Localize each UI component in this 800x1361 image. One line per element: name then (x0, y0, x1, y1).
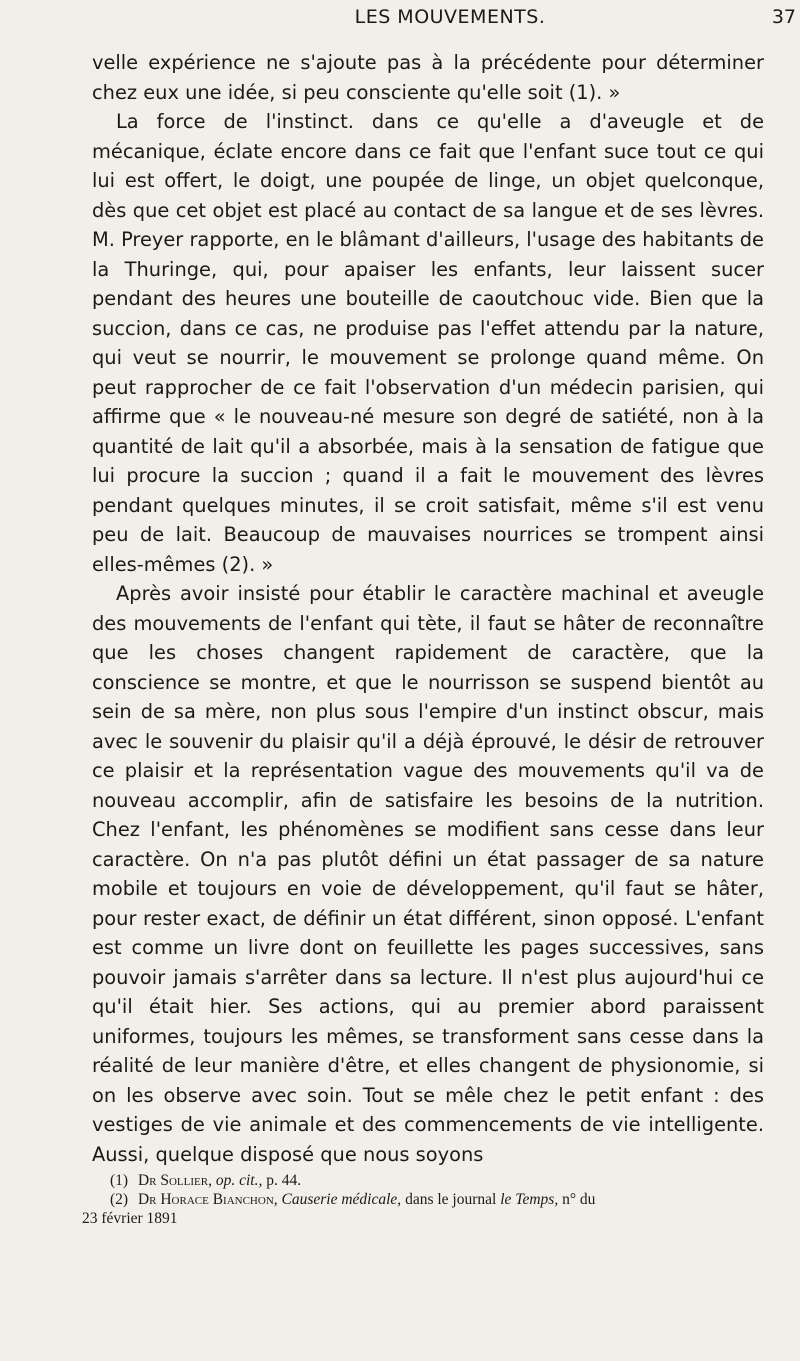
footnote-author: Dr Horace Bianchon, (137, 1191, 278, 1208)
footnote-journal: le Temps, (500, 1191, 559, 1208)
footnote-2 (82, 1190, 765, 1228)
footnote-number: (2) (110, 1191, 129, 1208)
footnote-author: Dr Sollier, (137, 1172, 212, 1189)
running-title: LES MOUVEMENTS. (354, 6, 546, 28)
footnote-work: op. cit., (215, 1172, 263, 1189)
footnote-reference: dans le journal (405, 1191, 497, 1208)
footnote-number: (1) (110, 1172, 129, 1189)
footnote-1 (110, 1171, 765, 1190)
footnote-issue: n° du (562, 1191, 596, 1208)
paragraph-continuation: velle expérience ne s'ajoute pas à la précédente pour déterminer chez eux une idée, si peu consciente qu'elle soit (1). » (92, 51, 764, 104)
footnotes (82, 1171, 765, 1228)
footnote-date: 23 février 1891 (82, 1210, 178, 1227)
page-number: 37 (771, 6, 796, 28)
paragraph-instinct: La force de l'instinct. dans ce qu'elle a d'aveugle et de mécanique, éclate encore dans ce fait que l'enfant suce tout ce qui lui est offert, le doigt, une poupée de linge, un objet quelconque, dès que cet objet est placé au contact de sa langue et de ses lèvres. M. Preyer rapporte, en le blâmant d'ailleurs, l'usage des habitants de la Thuringe, qui, pour apaiser les enfants, leur laissent sucer pendant des heures une bouteille de caoutchouc vide. Bien que la succion, dans ce cas, ne produise pas l'effet attendu par la nature, qui veut se nourrir, le mouvement se prolonge quand même. On peut rapprocher de ce fait l'observation d'un médecin parisien, qui affirme que « le nouveau-né mesure son degré de satiété, non à la quantité de lait qu'il a absorbée, mais à la sensation de fatigue que lui procure la succion ; quand il a fait le mouvement des lèvres pendant quelques minutes, il se croit satisfait, même s'il est venu peu de lait. Beaucoup de mauvaises nourrices se trompent ainsi elles-mêmes (2). » (92, 110, 764, 576)
footnote-reference: p. 44. (266, 1172, 302, 1189)
body-text (92, 48, 764, 1169)
page-header (190, 6, 796, 36)
footnote-work: Causerie médicale, (281, 1191, 402, 1208)
paragraph-conscience: Après avoir insisté pour établir le caractère machinal et aveugle des mouvements de l'enfant qui tète, il faut se hâter de reconnaître que les choses changent rapidement de caractère, que la conscience se montre, et que le nourrisson se suspend bientôt au sein de sa mère, non plus sous l'empire d'un instinct obscur, mais avec le souvenir du plaisir qu'il a déjà éprouvé, le désir de retrouver ce plaisir et la représentation vague des mouvements qu'il va de nouveau accomplir, afin de satisfaire les besoins de la nutrition. Chez l'enfant, les phénomènes se modifient sans cesse dans leur caractère. On n'a pas plutôt défini un état passager de sa nature mobile et toujours en voie de développement, qu'il faut se hâter, pour rester exact, de définir un état différent, sinon opposé. L'enfant est comme un livre dont on feuillette les pages successives, sans pouvoir jamais s'arrêter dans sa lecture. Il n'est plus aujourd'hui ce qu'il était hier. Ses actions, qui au premier abord paraissent uniformes, toujours les mêmes, se transforment sans cesse dans la réalité de leur manière d'être, et elles changent de physionomie, si on les observe avec soin. Tout se mêle chez le petit enfant : des vestiges de vie animale et des commencements de vie intelligente. Aussi, quelque disposé que nous soyons (92, 582, 764, 1166)
